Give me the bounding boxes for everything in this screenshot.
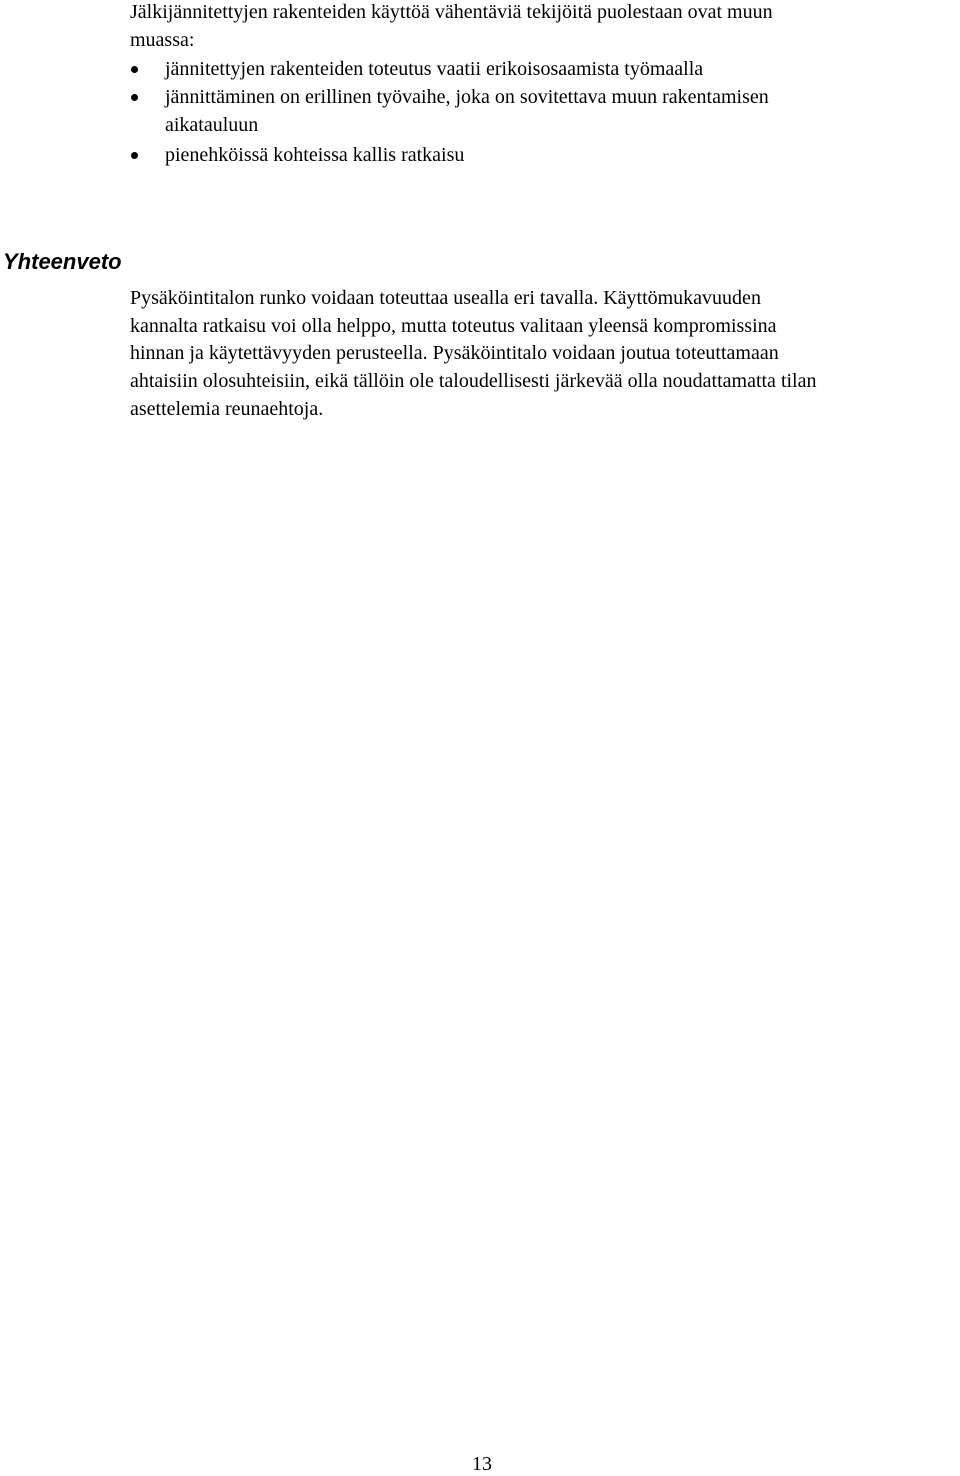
paragraph-line-3: hinnan ja käytettävyyden perusteella. Pysäköintitalo voidaan joutua toteuttamaan — [130, 342, 779, 364]
bullet-dot-icon — [131, 94, 138, 101]
intro-line-2: muassa: — [130, 29, 195, 51]
bullet-text-continued: aikatauluun — [165, 114, 259, 136]
bullet-text: pienehköissä kohteissa kallis ratkaisu — [165, 144, 465, 166]
bullet-dot-icon — [131, 152, 138, 159]
paragraph-line-2: kannalta ratkaisu voi olla helppo, mutta toteutus valitaan yleensä kompromissina — [130, 315, 777, 337]
bullet-text: jännitettyjen rakenteiden toteutus vaatii erikoisosaamista työmaalla — [165, 58, 704, 80]
page-number: 13 — [472, 1453, 492, 1475]
intro-line-1: Jälkijännitettyjen rakenteiden käyttöä vähentäviä tekijöitä puolestaan ovat muun — [130, 1, 773, 23]
bullet-dot-icon — [131, 66, 138, 73]
paragraph-line-4: ahtaisiin olosuhteisiin, eikä tällöin ole taloudellisesti järkevää olla noudattamatta tilan — [130, 370, 817, 392]
paragraph-line-1: Pysäköintitalon runko voidaan toteuttaa usealla eri tavalla. Käyttömukavuuden — [130, 287, 761, 309]
bullet-text: jännittäminen on erillinen työvaihe, joka on sovitettava muun rakentamisen — [165, 86, 769, 108]
section-heading: Yhteenveto — [3, 249, 122, 274]
paragraph-line-5: asettelemia reunaehtoja. — [130, 398, 324, 420]
